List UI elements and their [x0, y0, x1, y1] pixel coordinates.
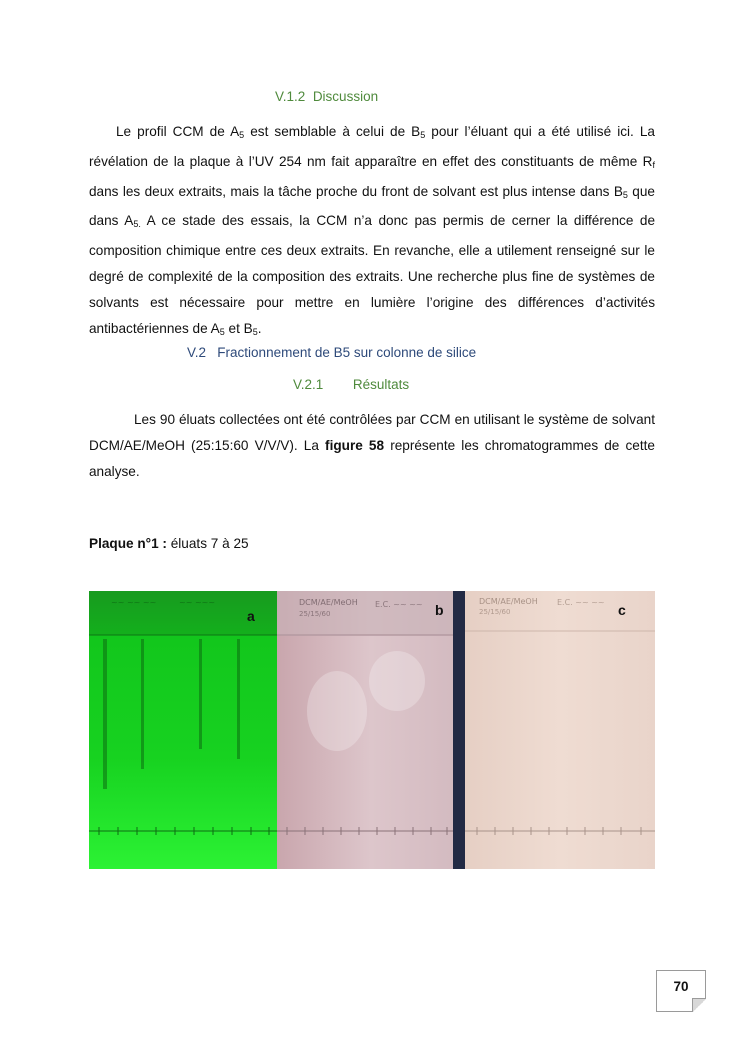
page-number-box [656, 970, 706, 1012]
plaque-caption [89, 536, 249, 551]
svg-text:DCM/AE/MeOH: DCM/AE/MeOH [299, 598, 358, 607]
heading-fractionnement [187, 345, 476, 360]
resultats-paragraph: Les 90 éluats collectées ont été contrôlées par CCM en utilisant le système de solvant DCM/AE/MeOH (25:15:60 V/V/V). La figure 58 représente les chromatogrammes de cette analyse. [89, 412, 655, 479]
discussion-paragraph: Le profil CCM de $A_5$ est semblable à celui de $B_5$ pour l’éluant qui a été utilisé ici. La révélation de la plaque à l’UV 254 nm fait apparaître en effet des constituants de même $R_f$ dans les deux extraits, mais la tâche proche du front de solvant est plus intense dans $B_5$ que dans $A_{5.}$ A ce stade des essais, la CCM n’a donc pas permis de cerner la différence de composition chimique entre ces deux extraits. En revanche, elle a utilement renseigné sur le degré de complexité de la composition des extraits. Une recherche plus fine de systèmes de solvants est nécessaire pour mettre en lumière l’origine des différences d’activités antibactériennes de $A_5$ et $B_5$. [89, 124, 656, 337]
plate-a-letter: a [247, 608, 255, 624]
svg-text:~~ ~~~: ~~ ~~~ [179, 598, 216, 607]
tlc-plate-c [465, 591, 655, 869]
svg-text:E.C. ~~ ~~: E.C. ~~ ~~ [557, 598, 605, 607]
heading-fractionnement-title: Fractionnement de B5 sur colonne de silice [217, 345, 477, 360]
svg-text:~~ ~~ ~~: ~~ ~~ ~~ [111, 598, 157, 607]
plate-c-letter: c [618, 602, 626, 618]
tlc-plate-b-image [277, 591, 465, 869]
heading-discussion [275, 89, 378, 104]
page-number: 70 [673, 979, 689, 994]
svg-text:DCM/AE/MeOH: DCM/AE/MeOH [479, 597, 538, 606]
plaque-caption-text: éluats 7 à 25 [166, 536, 249, 551]
tlc-plates-figure [89, 591, 655, 869]
heading-resultats-title: Résultats [352, 377, 410, 392]
svg-text:E.C. ~~ ~~: E.C. ~~ ~~ [375, 600, 423, 609]
figure-reference: figure 58 [325, 437, 385, 453]
heading-discussion-number: V.1.2 [275, 89, 306, 104]
svg-text:25/15/60: 25/15/60 [479, 608, 511, 616]
tlc-plate-a [89, 591, 277, 869]
heading-resultats [293, 377, 409, 392]
tlc-plate-c-image [465, 591, 655, 869]
svg-text:25/15/60: 25/15/60 [299, 610, 331, 618]
tlc-plate-a-image [89, 591, 277, 869]
heading-fractionnement-number: V.2 [187, 345, 207, 360]
plate-b-letter: b [435, 602, 444, 618]
heading-discussion-title: Discussion [312, 89, 379, 104]
page-corner-fold [692, 998, 706, 1012]
tlc-plate-b [277, 591, 465, 869]
heading-resultats-number: V.2.1 [293, 377, 324, 392]
plaque-caption-label: Plaque n°1 : [89, 536, 167, 551]
